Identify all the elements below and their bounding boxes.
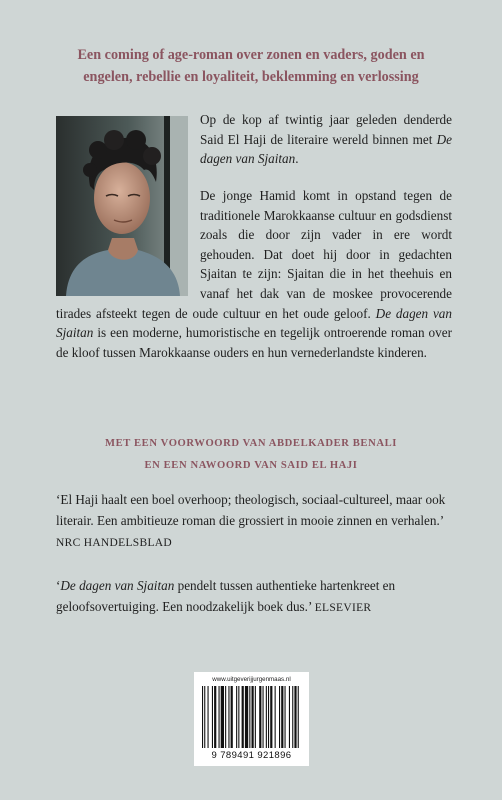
preface-line-2: EN EEN NAWOORD VAN SAID EL HAJI [144, 460, 358, 471]
barcode-bar [270, 686, 272, 748]
review-quote-1 [56, 489, 452, 554]
barcode-bar [289, 686, 290, 748]
publisher-url: www.uitgeverijjurgenmaas.nl [212, 676, 291, 683]
bio-book-title: De dagen van Sjaitan [200, 131, 452, 167]
review-quote-2: ‘De dagen van Sjaitan pendelt tussen authentieke hartenkreet en geloofsovertuiging. Een noodzakelijk boek dus.’ ELSEVIER [56, 578, 396, 614]
barcode-bar [275, 686, 276, 748]
barcode-bar [249, 686, 250, 748]
barcode-bar [259, 686, 261, 748]
barcode-bar [266, 686, 267, 748]
quote-2-book-title: De dagen van Sjaitan [60, 578, 175, 593]
barcode-bar [292, 686, 293, 748]
barcode-bar [228, 686, 229, 748]
preface-line-1: MET EEN VOORWOORD VAN ABDELKADER BENALI [105, 438, 397, 449]
barcode-bar [245, 686, 248, 748]
barcode-bar [281, 686, 283, 748]
bio-text-end: . [295, 151, 299, 167]
barcode-bar [208, 686, 209, 748]
synopsis-text: De jonge Hamid komt in opstand tegen de traditionele Marokkaanse cultuur en godsdienst zoals die door zijn vader in ere wordt gehouden. Dat doet hij door in gedachten Sjaitan te zijn: Sjaitan die in het theehuis en vanaf het dak van de moskee provocerende tirades afsteekt tegen de oude cultuur en het oude geloof. [56, 188, 452, 321]
barcode-bar [219, 686, 220, 748]
isbn-barcode [194, 672, 309, 766]
bio-text: Op de kop af twintig jaar geleden denderde Said El Haji de literaire wereld binnen met [200, 112, 452, 147]
quote-2-text: pendelt tussen authentieke hartenkreet en geloofsovertuiging. Een noodzakelijk boek dus.’ [56, 578, 396, 614]
barcode-bar [204, 686, 205, 748]
barcode-bar [268, 686, 269, 748]
synopsis-body [56, 186, 452, 362]
barcode-bar [221, 686, 224, 748]
quote-2-source: ELSEVIER [314, 602, 372, 614]
barcode-bar [231, 686, 233, 748]
barcode-bar [294, 686, 296, 748]
quote-1-text: ‘El Haji haalt een boel overhoop; theologisch, sociaal-cultureel, maar ook literair. Een ambitieuze roman die grossiert in mooie zinnen en verhalen.’ [56, 492, 446, 528]
barcode-bar [242, 686, 244, 748]
tagline [40, 44, 462, 88]
barcode-bar [298, 686, 299, 748]
author-bio [200, 110, 452, 169]
barcode-bar [255, 686, 256, 748]
barcode-bar [225, 686, 226, 748]
barcode-bar [279, 686, 280, 748]
quote-1-source: NRC HANDELSBLAD [56, 537, 172, 549]
isbn-number: 9 789491 921896 [211, 750, 292, 761]
barcode-bars [194, 684, 309, 750]
barcode-bar [252, 686, 254, 748]
barcode-bar [212, 686, 213, 748]
synopsis-text-end: is een moderne, humoristische en tegelijk ontroerende roman over de kloof tussen Marokkaanse ouders en hun vernederlandste kinderen. [56, 325, 452, 360]
barcode-bar [214, 686, 216, 748]
synopsis-book-title: De dagen van Sjaitan [56, 305, 452, 341]
preface-note [40, 433, 462, 477]
barcode-bar [263, 686, 264, 748]
barcode-bar [238, 686, 239, 748]
tagline-line-1: Een coming of age-roman over zonen en vaders, goden en [77, 47, 425, 63]
barcode-bar [236, 686, 237, 748]
barcode-bar [285, 686, 286, 748]
barcode-bar [202, 686, 203, 748]
tagline-line-2: engelen, rebellie en loyaliteit, beklemming en verlossing [83, 69, 419, 85]
